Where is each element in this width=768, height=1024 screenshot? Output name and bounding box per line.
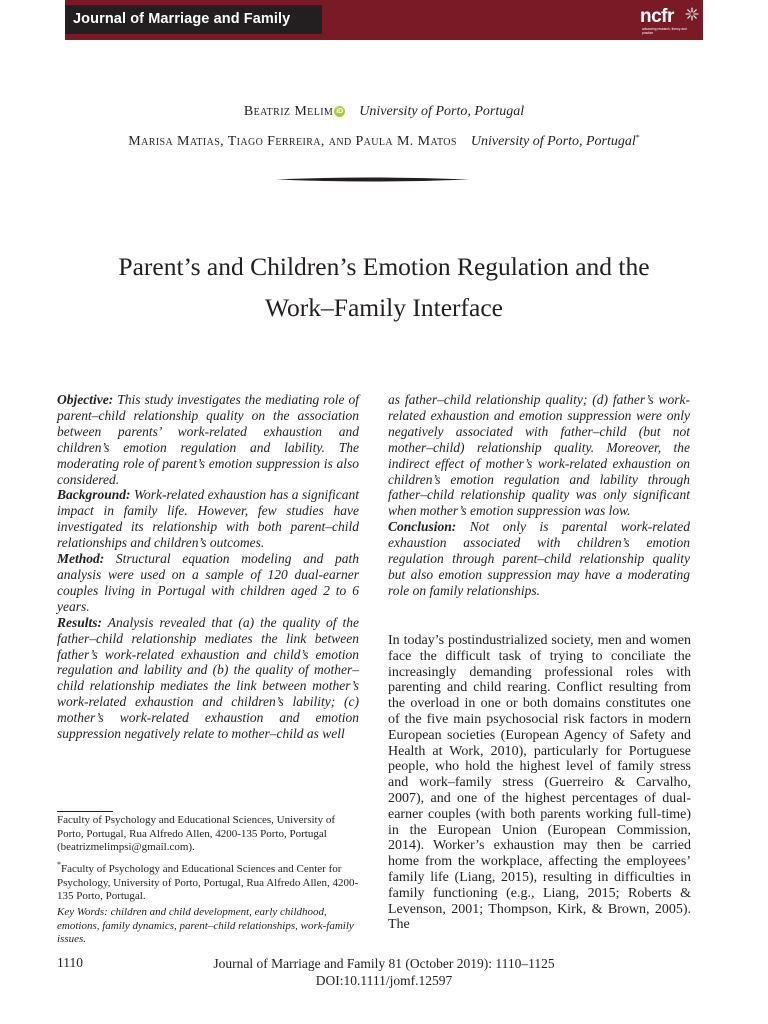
author-affiliation: University of Porto, Portugal — [470, 134, 636, 149]
journal-name-tab — [65, 5, 322, 34]
abstract-method — [57, 551, 359, 615]
title-line-2: Work–Family Interface — [265, 293, 503, 322]
doi-link[interactable]: DOI:10.1111/jomf.12597 — [315, 973, 453, 988]
logo-tagline: advancing research, theory and practice — [642, 27, 687, 35]
journal-name: Journal of Marriage and Family — [73, 11, 291, 27]
abstract-results — [57, 615, 359, 742]
introduction-paragraph — [388, 633, 691, 933]
footnote-rule — [57, 811, 113, 812]
author-line-1 — [0, 104, 768, 120]
title-line-1: Parent’s and Children’s Emotion Regulation and the — [118, 252, 650, 281]
logo-wordmark: ncfr — [640, 6, 674, 27]
ornamental-rule — [276, 173, 470, 187]
method-label: Method: — [57, 551, 105, 567]
objective-text: This study investigates the mediating role of parent–child relationship quality on the association between parents’ work-related exhaustion and children’s emotion regulation and lability. The moderating role of parent’s emotion suppression is also considered. — [57, 392, 359, 487]
background-text: Work-related exhaustion has a significant impact in family life. However, few studies have investigated its relationship with both parent–child relationships and children’s outcomes. — [57, 487, 359, 551]
author-names: Beatriz Melim — [243, 104, 334, 119]
method-text: Structural equation modeling and path analysis were used on a sample of 120 dual-earner couples living in Portugal with children aged 2 to 6 years. — [57, 551, 359, 614]
author-names: Marisa Matias, Tiago Ferreira, and Paula M. Matos — [128, 134, 457, 149]
article-title — [40, 246, 728, 328]
page-number: 1110 — [57, 955, 83, 970]
affiliation-marker: * — [635, 133, 640, 142]
logo-spark-icon — [685, 7, 699, 21]
author-affiliation: University of Porto, Portugal — [359, 104, 525, 119]
footnote-2-text: Faculty of Psychology and Educational Sciences and Center for Psychology, University of Porto, Portugal, Rua Alfredo Allen, 4200-135 Porto, Portugal. — [57, 863, 359, 902]
abstract-results-continued: as father–child relationship quality; (d) father’s work-related exhaustion and emotion suppression were only negatively associated with father–child (but not mother–child) relationship quality. Moreover, the indirect effect of mother’s work-related exhaustion on children’s emotion regulation and lability through father–child relationship quality was only significant when mother’s emotion suppression was low. — [388, 392, 690, 519]
abstract-conclusion — [388, 519, 690, 599]
abstract-right-column — [388, 392, 690, 599]
footnote-2 — [57, 858, 362, 904]
body-paragraph: In today’s postindustrialized society, men and women face the difficult task of trying to conciliate the increasingly demanding professional roles with parenting and child rearing. Conflict resulting from the overload in one or both domains constitutes one of the five main psychosocial risk factors in modern European societies (European Agency of Safety and Health at Work, 2010), particularly for Portuguese people, who hold the highest level of family stress and work–family stress (Guerreiro & Carvalho, 2007), and one of the highest percentages of dual-earner couples (with both parents working full-time) in the European Union (European Commission, 2014). Worker’s exhaustion may then be carried home from the workplace, affecting the employees’ family life (Liang, 2015), resulting in difficulties in family functioning (e.g., Liang, 2015; Roberts & Levenson, 2001; Thompson, Kirk, & Brown, 2005). The — [388, 633, 691, 933]
footnote-1-text: Faculty of Psychology and Educational Sciences, University of Porto, Portugal, Rua Alfredo Allen, 4200-135 Porto, Portugal (beatrizmelimpsi@gmail.com). — [57, 814, 335, 853]
orcid-icon[interactable]: iD — [336, 108, 344, 115]
footnote-2-marker: * — [57, 860, 61, 869]
abstract-left-column — [57, 392, 359, 742]
author-line-2 — [0, 133, 768, 150]
keywords — [57, 906, 362, 947]
objective-label: Objective: — [57, 392, 114, 407]
abstract-objective — [57, 392, 359, 487]
footnote-1 — [57, 814, 362, 855]
citation-line: Journal of Marriage and Family 81 (October 2019): 1110–1125 — [213, 956, 555, 971]
conclusion-text: Not only is parental work-related exhaustion associated with children’s emotion regulation through parent–child relationship quality but also emotion suppression may have a moderating role on family relationships. — [388, 519, 690, 598]
ncfr-logo — [640, 7, 700, 39]
keywords-text: Key Words: children and child development, early childhood, emotions, family dynamics, parent–child relationships, work-family issues. — [57, 906, 354, 945]
abstract-background — [57, 487, 359, 551]
results-label: Results: — [57, 614, 103, 630]
results-text: Analysis revealed that (a) the quality of the father–child relationship mediates the link between father’s work-related exhaustion and child’s emotion regulation and lability and (b) the quality of mother–child relationship mediates the link between mother’s work-related exhaustion and children’s lability; (c) mother’s work-related exhaustion and emotion suppression negatively relate to mother–child as well — [57, 614, 359, 742]
journal-citation — [0, 955, 768, 989]
background-label: Background: — [57, 487, 131, 503]
conclusion-label: Conclusion: — [388, 519, 457, 535]
footnote-2-paragraph — [57, 858, 362, 904]
